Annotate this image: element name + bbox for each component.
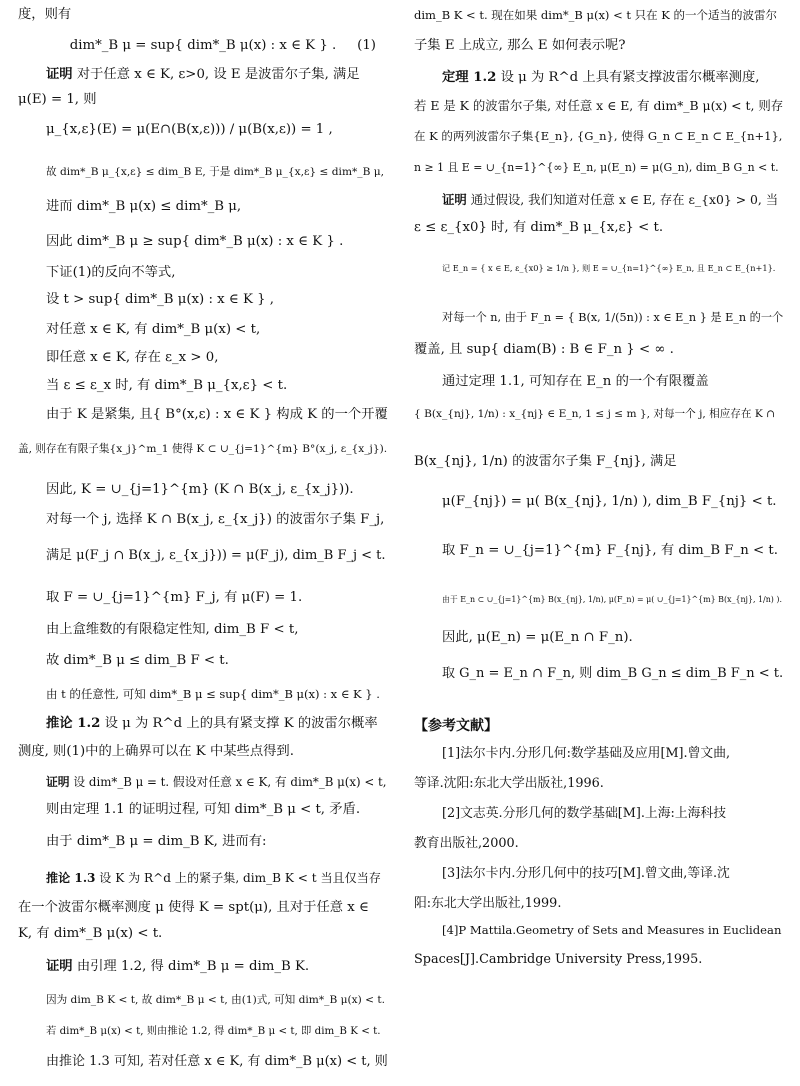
text-line <box>414 126 782 146</box>
text-line <box>46 546 386 566</box>
line-text: n ≥ 1 且 E = ∪_{n=1}^{∞} E_n, μ(E_n) = μ(G_n), dim_B G_n < t. <box>414 161 779 174</box>
reference-item: [1]法尔卡内.分形几何:数学基础及应用[M].曾文曲, <box>442 746 731 761</box>
text-line <box>46 162 384 182</box>
line-text: 由于 K 是紧集, 且{ B°(x,ε) : x ∈ K } 构成 K 的一个开覆 <box>46 407 388 422</box>
reference-item-continued: 教育出版社,2000. <box>414 836 519 851</box>
text-line <box>442 541 778 561</box>
equation-number: (1) <box>357 38 376 53</box>
line-text: 由引理 1.2, 得 dim*_B μ = dim_B K. <box>72 959 310 974</box>
line-text: 覆盖, 且 sup{ diam(B) : B ∈ F_n } < ∞ . <box>414 342 674 357</box>
text-line <box>46 197 241 217</box>
reference-item: [4]P Mattila.Geometry of Sets and Measures in Euclidean <box>442 923 782 937</box>
text-line <box>442 258 775 278</box>
theorem-label: 定理 1.2 <box>442 70 497 85</box>
text-line <box>442 590 782 610</box>
line-text: 设 K 为 R^d 上的紧子集, dim_B K < t 当且仅当存 <box>95 871 381 885</box>
line-text: μ(F_{nj}) = μ( B(x_{nj}, 1/n) ), dim_B F_{nj} < t. <box>442 494 777 509</box>
line-text: 因此, μ(E_n) = μ(E_n ∩ F_n). <box>442 630 633 645</box>
reference-item-continued: Spaces[J].Cambridge University Press,1995. <box>414 952 703 967</box>
text-line <box>46 65 360 85</box>
text-line <box>46 263 175 283</box>
text-line <box>46 714 378 734</box>
line-text: 在一个波雷尔概率测度 μ 使得 K = spt(μ), 且对于任意 x ∈ <box>18 900 369 915</box>
right-column <box>414 0 784 1086</box>
line-text: 故 dim*_B μ ≤ dim_B F < t. <box>46 653 229 668</box>
reference-item: [3]法尔卡内.分形几何中的技巧[M].曾文曲,等译.沈 <box>442 866 730 881</box>
line-text: B(x_{nj}, 1/n) 的波雷尔子集 F_{nj}, 满足 <box>414 454 677 469</box>
line-text: { B(x_{nj}, 1/n) : x_{nj} ∈ E_n, 1 ≤ j ≤ m }, 对每一个 j, 相应存在 K ∩ <box>414 408 776 420</box>
line-text: 通过假设, 我们知道对任意 x ∈ E, 存在 ε_{x0} > 0, 当 <box>466 192 779 207</box>
text-line <box>414 158 779 178</box>
line-text: 度，则有 <box>18 7 72 22</box>
text-line <box>46 588 302 608</box>
text-line <box>18 36 388 56</box>
line-text: 因此, K = ∪_{j=1}^{m} (K ∩ B(x_j, ε_{x_j})). <box>46 482 354 497</box>
reference-item: [2]文志英.分形几何的数学基础[M].上海:上海科技 <box>442 806 727 821</box>
text-line <box>46 376 287 396</box>
line-text: 满足 μ(F_j ∩ B(x_j, ε_{x_j})) = μ(F_j), dim_B F_j < t. <box>46 548 386 563</box>
text-line <box>46 1021 381 1041</box>
line-text: 设 t > sup{ dim*_B μ(x) : x ∈ K } , <box>46 292 275 307</box>
line-text: 记 E_n = { x ∈ E, ε_{x0} ≥ 1/n }, 则 E = ∪_{n=1}^{∞} E_n, 且 E_n ⊂ E_{n+1}. <box>442 263 776 273</box>
text-line <box>442 628 633 648</box>
line-text: 设 dim*_B μ = t. 假设对任意 x ∈ K, 有 dim*_B μ(x) < t, <box>69 775 387 789</box>
text-line <box>46 290 274 310</box>
line-text: 则由定理 1.1 的证明过程, 可知 dim*_B μ < t, 矛盾. <box>46 802 361 817</box>
text-line <box>46 868 381 888</box>
text-line <box>46 832 267 852</box>
theorem-label: 证明 <box>46 67 73 82</box>
text-line <box>442 664 783 684</box>
line-text: 对任意 x ∈ K, 有 dim*_B μ(x) < t, <box>46 322 261 337</box>
line-text: dim*_B μ = sup{ dim*_B μ(x) : x ∈ K } . <box>69 38 337 53</box>
line-text: 若 E 是 K 的波雷尔子集, 对任意 x ∈ E, 有 dim*_B μ(x) < t, 则存 <box>414 98 784 113</box>
text-line <box>46 990 385 1010</box>
text-line <box>414 404 775 424</box>
text-line <box>46 232 343 252</box>
line-text: 当 ε ≤ ε_x 时, 有 dim*_B μ_{x,ε} < t. <box>46 378 288 393</box>
text-line <box>18 439 387 459</box>
line-text: 下证(1)的反向不等式, <box>46 265 176 280</box>
text-line <box>46 620 298 640</box>
line-text: 进而 dim*_B μ(x) ≤ dim*_B μ, <box>46 199 242 214</box>
text-line <box>46 651 229 671</box>
text-line <box>442 308 783 328</box>
text-line <box>18 90 97 110</box>
line-text: 取 F_n = ∪_{j=1}^{m} F_{nj}, 有 dim_B F_n < t. <box>442 543 778 558</box>
text-line <box>414 96 783 116</box>
text-line <box>442 190 778 210</box>
left-column <box>18 0 388 1086</box>
references-heading: 【参考文献】 <box>414 718 498 734</box>
line-text: 因此 dim*_B μ ≥ sup{ dim*_B μ(x) : x ∈ K } . <box>46 234 344 249</box>
text-line <box>46 1052 388 1072</box>
line-text: 故 dim*_B μ_{x,ε} ≤ dim_B E, 于是 dim*_B μ_{x,ε} ≤ dim*_B μ, <box>46 166 384 178</box>
text-line <box>442 68 759 88</box>
text-line <box>46 120 333 140</box>
reference-item-continued: 等译.沈阳:东北大学出版社,1996. <box>414 776 604 791</box>
text-line <box>46 348 218 368</box>
text-line <box>442 492 777 512</box>
theorem-label: 证明 <box>442 192 467 207</box>
line-text: 对于任意 x ∈ K, ε>0, 设 E 是波雷尔子集, 满足 <box>72 67 360 82</box>
line-text: 由上盒维数的有限稳定性知, dim_B F < t, <box>46 622 299 637</box>
theorem-label: 证明 <box>46 775 70 789</box>
text-line <box>414 36 625 56</box>
text-line <box>46 510 384 530</box>
line-text: 设 μ 为 R^d 上具有紧支撑波雷尔概率测度, <box>496 70 760 85</box>
text-line <box>46 772 387 792</box>
line-text: 在 K 的两列波雷尔子集{E_n}, {G_n}, 使得 G_n ⊂ E_n ⊂ E_{n+1}, <box>414 129 783 143</box>
text-line <box>414 452 677 472</box>
line-text: 由 t 的任意性, 可知 dim*_B μ ≤ sup{ dim*_B μ(x) : x ∈ K } . <box>46 687 380 701</box>
text-line <box>414 5 777 25</box>
theorem-label: 证明 <box>46 959 73 974</box>
line-text: μ_{x,ε}(E) = μ(E∩(B(x,ε))) / μ(B(x,ε)) = 1 , <box>46 122 333 137</box>
line-text: 对每一个 n, 由于 F_n = { B(x, 1/(5n)) : x ∈ E_n } 是 E_n 的一个 <box>442 311 784 324</box>
reference-item-continued: 阳:东北大学出版社,1999. <box>414 896 562 911</box>
line-text: 子集 E 上成立, 那么 E 如何表示呢? <box>414 38 626 53</box>
text-line <box>414 218 663 238</box>
line-text: 测度, 则(1)中的上确界可以在 K 中某些点得到. <box>18 744 294 759</box>
line-text: 取 G_n = E_n ∩ F_n, 则 dim_B G_n ≤ dim_B F_n < t. <box>442 666 784 681</box>
line-text: μ(E) = 1, 则 <box>18 92 97 107</box>
line-text: 取 F = ∪_{j=1}^{m} F_j, 有 μ(F) = 1. <box>46 590 303 605</box>
line-text: 由于 E_n ⊂ ∪_{j=1}^{m} B(x_{nj}, 1/n), μ(F_n) = μ( ∪_{j=1}^{m} B(x_{nj}, 1/n) ). <box>442 595 782 604</box>
line-text: ε ≤ ε_{x0} 时, 有 dim*_B μ_{x,ε} < t. <box>414 220 664 235</box>
line-text: 由于 dim*_B μ = dim_B K, 进而有: <box>46 834 267 849</box>
line-text: 即任意 x ∈ K, 存在 ε_x > 0, <box>46 350 219 365</box>
line-text: 若 dim*_B μ(x) < t, 则由推论 1.2, 得 dim*_B μ < t, 即 dim_B K < t. <box>46 1025 381 1037</box>
line-text: 因为 dim_B K < t, 故 dim*_B μ < t, 由(1)式, 可知 dim*_B μ(x) < t. <box>46 994 385 1006</box>
text-line <box>442 372 709 392</box>
text-line <box>46 405 388 425</box>
text-line <box>18 924 162 944</box>
text-line <box>18 898 369 918</box>
line-text: 由推论 1.3 可知, 若对任意 x ∈ K, 有 dim*_B μ(x) < t, 则 <box>46 1054 388 1069</box>
line-text: 对每一个 j, 选择 K ∩ B(x_j, ε_{x_j}) 的波雷尔子集 F_j, <box>46 512 385 527</box>
text-line <box>46 320 260 340</box>
text-line <box>18 742 294 762</box>
text-line <box>46 800 360 820</box>
line-text: 通过定理 1.1, 可知存在 E_n 的一个有限覆盖 <box>442 374 709 389</box>
theorem-label: 推论 1.2 <box>46 716 101 731</box>
text-line <box>46 480 354 500</box>
text-line <box>414 340 674 360</box>
line-text: 设 μ 为 R^d 上的具有紧支撑 K 的波雷尔概率 <box>100 716 378 731</box>
line-text: 盖, 则存在有限子集{x_j}^m_1 使得 K ⊂ ∪_{j=1}^{m} B°(x_j, ε_{x_j}). <box>18 443 388 455</box>
line-text: K, 有 dim*_B μ(x) < t. <box>18 926 163 941</box>
line-text: dim_B K < t. 现在如果 dim*_B μ(x) < t 只在 K 的一个适当的波雷尔 <box>414 8 778 22</box>
text-line <box>46 957 309 977</box>
text-line <box>18 5 71 25</box>
text-line <box>46 684 380 704</box>
theorem-label: 推论 1.3 <box>46 871 96 885</box>
